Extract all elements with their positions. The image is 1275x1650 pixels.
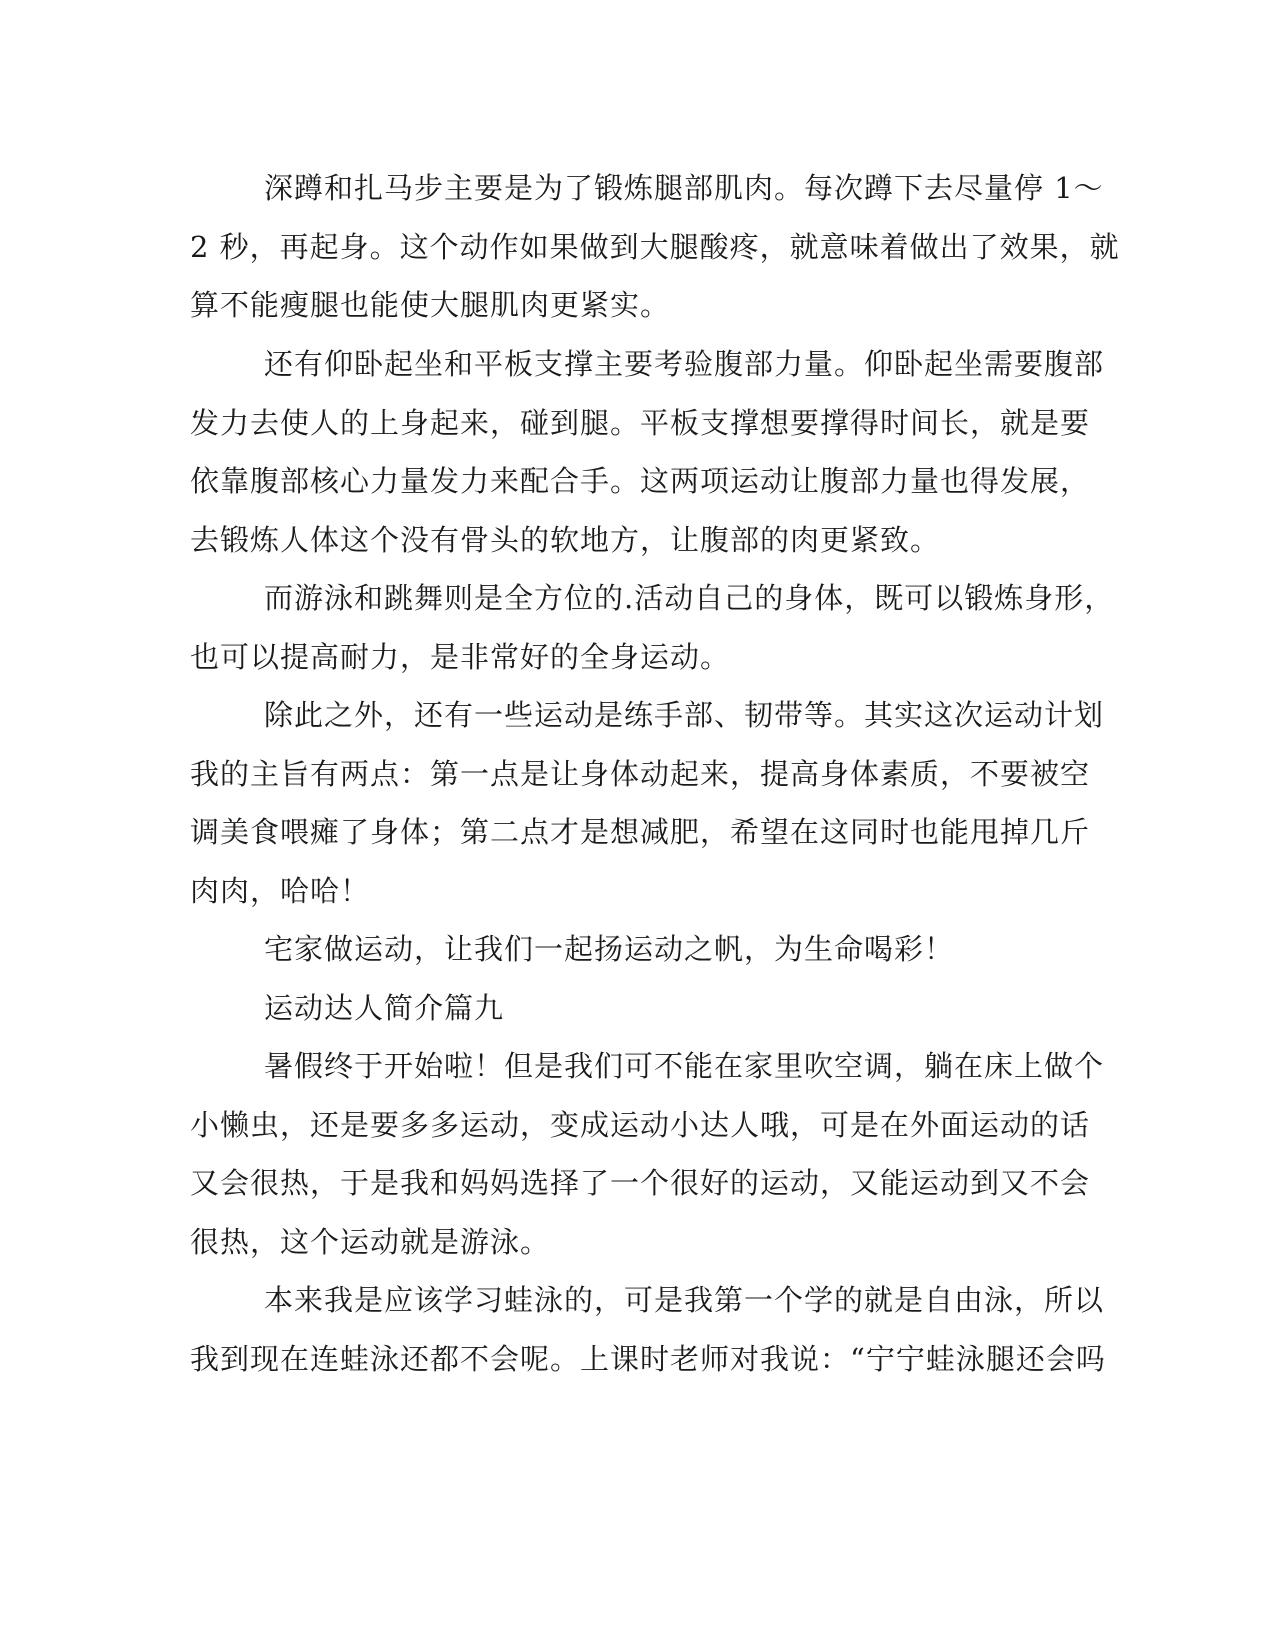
paragraph-line: 调美食喂瘫了身体；第二点才是想减肥，希望在这同时也能甩掉几斤 (190, 815, 1091, 849)
paragraph-line: 我的主旨有两点：第一点是让身体动起来，提高身体素质，不要被空 (190, 757, 1091, 791)
paragraph-line: 2 秒，再起身。这个动作如果做到大腿酸疼，就意味着做出了效果，就 (190, 230, 1120, 264)
paragraph-line: 除此之外，还有一些运动是练手部、韧带等。其实这次运动计划 (264, 698, 1105, 732)
section-heading: 运动达人简介篇九 (264, 991, 505, 1025)
paragraph-line: 依靠腹部核心力量发力来配合手。这两项运动让腹部力量也得发展， (190, 464, 1091, 498)
paragraph-line: 也可以提高耐力，是非常好的全身运动。 (190, 640, 731, 674)
paragraph-line: 肉肉，哈哈！ (190, 874, 371, 908)
paragraph-line: 宅家做运动，让我们一起扬运动之帆，为生命喝彩！ (264, 932, 955, 966)
paragraph-line: 而游泳和跳舞则是全方位的.活动自己的身体，既可以锻炼身形， (264, 581, 1115, 615)
paragraph-line: 很热，这个运动就是游泳。 (190, 1225, 551, 1259)
paragraph-line: 又会很热，于是我和妈妈选择了一个很好的运动，又能运动到又不会 (190, 1166, 1091, 1200)
paragraph-line: 发力去使人的上身起来，碰到腿。平板支撑想要撑得时间长，就是要 (190, 406, 1091, 440)
paragraph-line: 暑假终于开始啦！但是我们可不能在家里吹空调，躺在床上做个 (264, 1049, 1105, 1083)
paragraph-line: 本来我是应该学习蛙泳的，可是我第一个学的就是自由泳，所以 (264, 1283, 1105, 1317)
paragraph-line: 小懒虫，还是要多多运动，变成运动小达人哦，可是在外面运动的话 (190, 1108, 1091, 1142)
paragraph-line: 算不能瘦腿也能使大腿肌肉更紧实。 (190, 288, 671, 322)
paragraph-line: 还有仰卧起坐和平板支撑主要考验腹部力量。仰卧起坐需要腹部 (264, 347, 1105, 381)
paragraph-line: 去锻炼人体这个没有骨头的软地方，让腹部的肉更紧致。 (190, 523, 941, 557)
paragraph-line: 深蹲和扎马步主要是为了锻炼腿部肌肉。每次蹲下去尽量停 1～ (264, 171, 1104, 205)
paragraph-line: 我到现在连蛙泳还都不会呢。上课时老师对我说：“宁宁蛙泳腿还会吗 (190, 1342, 1106, 1376)
